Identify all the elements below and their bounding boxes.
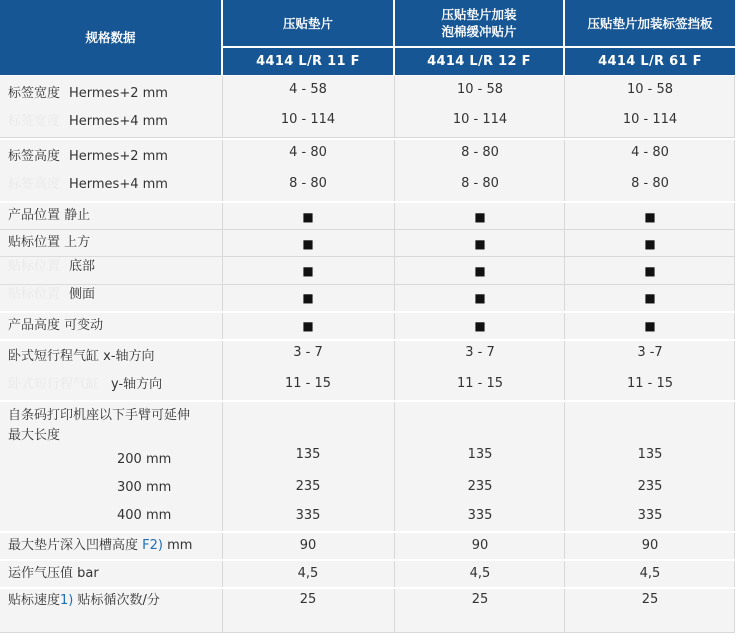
arm-200-value: 135 (467, 447, 493, 462)
arm-extension-200: 200 mm (117, 452, 172, 467)
arm-extension-400: 400 mm (117, 508, 172, 523)
group-divider (0, 311, 735, 313)
header-col2-model: 4414 L/R 12 F (395, 48, 563, 75)
apply-position-bottom-label: 底部 (69, 259, 96, 274)
group-divider (0, 201, 735, 203)
group-divider (0, 531, 735, 533)
apply-position-top-label: 贴标位置 上方 (8, 235, 91, 250)
arm-300-value: 235 (637, 479, 663, 494)
label-width-value: 4 - 58 (289, 82, 327, 97)
speed-value: 25 (641, 592, 659, 607)
pad-depth-footnote: F2) (142, 538, 163, 553)
arm-300-value: 235 (295, 479, 321, 494)
arm-extension-label-line1: 自条码打印机座以下手臂可延伸 (8, 408, 191, 423)
label-height-value: 4 - 80 (289, 145, 327, 160)
pad-depth-label (8, 538, 192, 554)
label-height-title-faint: 标签高度 (8, 177, 61, 192)
apply-position-faint-3: 贴标位置 (8, 287, 61, 302)
label-height-value: 8 - 80 (631, 176, 669, 191)
pad-depth-unit: mm (162, 538, 193, 553)
cylinder-x-label: 卧式短行程气缸 x-轴方向 (8, 349, 155, 364)
pad-depth-value: 90 (299, 538, 317, 553)
product-height-mark: ■ (302, 319, 314, 333)
product-position-mark: ■ (644, 210, 656, 224)
cylinder-y-value: 11 - 15 (456, 376, 504, 391)
row-divider (0, 284, 223, 285)
product-height-label: 产品高度 可变动 (8, 318, 104, 333)
row-divider (0, 256, 223, 257)
label-height-title: 标签高度 (8, 149, 61, 164)
header-col3-model: 4414 L/R 61 F (565, 48, 735, 75)
header-col2-title-line1: 压贴垫片加装 (441, 7, 517, 22)
air-pressure-value: 4,5 (639, 566, 661, 581)
label-width-title: 标签宽度 (8, 86, 61, 101)
arm-300-value: 235 (467, 479, 493, 494)
pad-depth-value: 90 (471, 538, 489, 553)
header-col3-title: 压贴垫片加装标签挡板 (565, 0, 735, 46)
cylinder-y-label: y-轴方向 (111, 377, 163, 392)
label-height-hermes4: Hermes+4 mm (69, 177, 168, 192)
header-col2-title-line2: 泡棉缓冲贴片 (441, 24, 517, 39)
cylinder-y-value: 11 - 15 (626, 376, 674, 391)
product-height-mark: ■ (644, 319, 656, 333)
header-col1-title: 压贴垫片 (223, 0, 393, 46)
arm-400-value: 335 (295, 508, 321, 523)
arm-200-value: 135 (637, 447, 663, 462)
air-pressure-value: 4,5 (297, 566, 319, 581)
group-divider (0, 339, 735, 341)
label-width-value: 10 - 114 (452, 112, 508, 127)
arm-extension-label-line2: 最大长度 (8, 428, 61, 443)
apply-position-mark: ■ (644, 264, 656, 278)
speed-value: 25 (471, 592, 489, 607)
apply-position-mark: ■ (302, 264, 314, 278)
product-position-label: 产品位置 静止 (8, 208, 91, 223)
label-width-title-faint: 标签宽度 (8, 114, 61, 129)
cylinder-x-value: 3 - 7 (465, 345, 495, 360)
pad-depth-value: 90 (641, 538, 659, 553)
cylinder-y-value: 11 - 15 (284, 376, 332, 391)
group-divider (0, 138, 735, 140)
air-pressure-label: 运作气压值 bar (8, 566, 99, 581)
apply-position-mark: ■ (474, 237, 486, 251)
group-divider (0, 559, 735, 561)
air-pressure-value: 4,5 (469, 566, 491, 581)
apply-position-mark: ■ (302, 237, 314, 251)
cylinder-x-value: 3 - 7 (293, 345, 323, 360)
apply-position-mark: ■ (302, 291, 314, 305)
label-width-value: 10 - 114 (622, 112, 678, 127)
apply-position-side-label: 侧面 (69, 287, 96, 302)
label-width-value: 10 - 114 (280, 112, 336, 127)
speed-footnote: 1) (60, 593, 74, 608)
group-divider (0, 400, 735, 402)
label-height-hermes2: Hermes+2 mm (69, 149, 168, 164)
label-height-value: 8 - 80 (289, 176, 327, 191)
label-height-value: 8 - 80 (461, 145, 499, 160)
header-col1-model: 4414 L/R 11 F (223, 48, 393, 75)
group-divider (0, 587, 735, 589)
speed-unit: 贴标循次数/分 (73, 593, 160, 608)
arm-400-value: 335 (637, 508, 663, 523)
cylinder-x-value: 3 -7 (637, 345, 663, 360)
pad-depth-label-text: 最大垫片深入凹槽高度 (8, 538, 143, 553)
apply-position-mark: ■ (644, 237, 656, 251)
arm-200-value: 135 (295, 447, 321, 462)
speed-value: 25 (299, 592, 317, 607)
product-position-mark: ■ (474, 210, 486, 224)
product-height-mark: ■ (474, 319, 486, 333)
apply-position-faint-2: 贴标位置 (8, 259, 61, 274)
apply-position-mark: ■ (474, 264, 486, 278)
label-width-value: 10 - 58 (626, 82, 674, 97)
label-width-value: 10 - 58 (456, 82, 504, 97)
apply-position-mark: ■ (644, 291, 656, 305)
label-height-value: 4 - 80 (631, 145, 669, 160)
label-width-hermes2: Hermes+2 mm (69, 86, 168, 101)
header-spec-label: 规格数据 (0, 0, 221, 75)
apply-position-mark: ■ (474, 291, 486, 305)
header-col2-title (395, 0, 563, 46)
product-position-mark: ■ (302, 210, 314, 224)
cylinder-faint-label: 卧式短行程气缸 (8, 377, 100, 392)
arm-400-value: 335 (467, 508, 493, 523)
speed-label-text: 贴标速度 (8, 593, 61, 608)
speed-label (8, 593, 160, 609)
label-width-hermes4: Hermes+4 mm (69, 114, 168, 129)
label-height-value: 8 - 80 (461, 176, 499, 191)
arm-extension-300: 300 mm (117, 480, 172, 495)
